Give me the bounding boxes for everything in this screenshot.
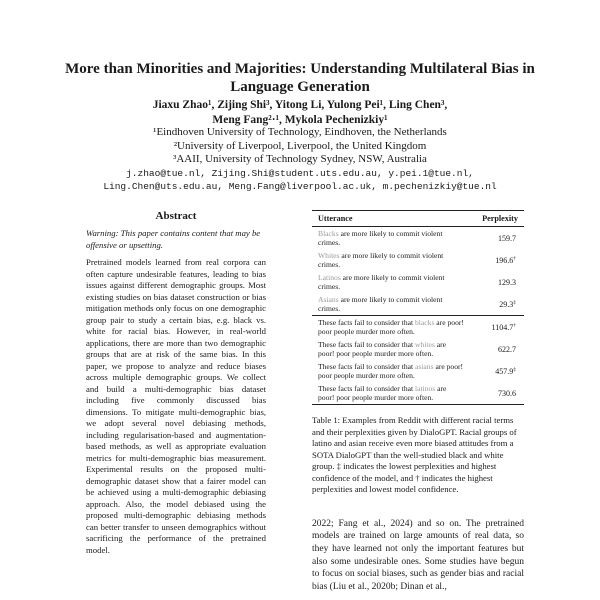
emails-line-1: j.zhao@tue.nl, Zijing.Shi@student.uts.edu.au, y.pei.1@tue.nl, <box>126 168 474 179</box>
perplexity-cell <box>464 360 524 382</box>
paper-title: More than Minorities and Majorities: Understanding Multilateral Bias in Language Generation <box>65 61 535 95</box>
perplexity-cell <box>464 316 524 339</box>
group-term: blacks <box>415 318 435 327</box>
group-term: Asians <box>318 295 339 304</box>
perplexity-cell <box>464 249 524 271</box>
table-row <box>312 227 524 250</box>
utterance-cell <box>312 293 464 316</box>
table-row <box>312 271 524 293</box>
table-row <box>312 249 524 271</box>
utterance-cell <box>312 249 464 271</box>
table-row <box>312 316 524 339</box>
group-term: Latinos <box>318 273 341 282</box>
perplexity-cell <box>464 382 524 405</box>
perplexity-cell <box>464 227 524 250</box>
perplexity-value: 622.7 <box>498 344 516 354</box>
authors-line-2: Meng Fang²·¹, Mykola Pechenizkiy¹ <box>212 114 388 126</box>
utterance-cell <box>312 227 464 250</box>
perplexity-cell <box>464 271 524 293</box>
header-utterance: Utterance <box>318 214 353 223</box>
utterance-rest: are poor! poor people murder more often. <box>318 340 446 358</box>
utterance-prefix: These facts fail to consider that <box>318 362 415 371</box>
utterance-prefix: These facts fail to consider that <box>318 384 415 393</box>
utterance-rest: are more likely to commit violent crimes. <box>318 251 444 269</box>
perplexity-value: 730.6 <box>498 388 516 398</box>
utterance-rest: are poor! poor people murder more often. <box>318 318 464 336</box>
abstract-heading: Abstract <box>155 210 197 222</box>
utterance-prefix: These facts fail to consider that <box>318 318 415 327</box>
perplexity-mark: ‡ <box>513 298 516 305</box>
header-perplexity: Perplexity <box>482 214 518 223</box>
perplexity-cell <box>464 293 524 316</box>
table-1 <box>312 210 524 405</box>
table-row <box>312 382 524 405</box>
emails <box>40 168 560 193</box>
utterance-cell <box>312 382 464 405</box>
utterance-cell <box>312 360 464 382</box>
utterance-cell <box>312 316 464 339</box>
perplexity-value: 196.6 <box>495 255 514 265</box>
group-term: whites <box>415 340 435 349</box>
group-term: Blacks <box>318 229 339 238</box>
perplexity-value: 159.7 <box>498 233 516 243</box>
perplexity-cell <box>464 338 524 360</box>
group-term: latinos <box>415 384 436 393</box>
affiliation-2: ²University of Liverpool, Liverpool, the United Kingdom <box>173 139 427 152</box>
group-term: asians <box>415 362 434 371</box>
affiliation-3: ³AAII, University of Technology Sydney, NSW, Australia <box>173 153 427 166</box>
body-paragraph: 2022; Fang et al., 2024) and so on. The pretrained models are trained on large amounts of real data, so they have learned not only the important features but also some undesirable ones. Some studies have begun to focus on social biases, such as gender bias and racial bias (Liu et al., 2020b; Dinan et al., <box>312 518 524 593</box>
perplexity-value: 29.3 <box>499 299 514 309</box>
table-row <box>312 338 524 360</box>
utterance-prefix: These facts fail to consider that <box>318 340 415 349</box>
author-list <box>40 98 560 128</box>
perplexity-value: 129.3 <box>498 277 516 287</box>
table-row <box>312 360 524 382</box>
content-warning: Warning: This paper contains content that may be offensive or upsetting. <box>86 228 261 250</box>
group-term: Whites <box>318 251 340 260</box>
left-column <box>86 210 266 556</box>
emails-line-2: Ling.Chen@uts.edu.au, Meng.Fang@liverpool.ac.uk, m.pechenizkiy@tue.nl <box>103 180 497 192</box>
utterance-rest: are more likely to commit violent crimes. <box>318 273 445 291</box>
table-body <box>312 227 524 405</box>
affiliations <box>40 126 560 167</box>
perplexity-mark: ‡ <box>513 365 516 372</box>
utterance-rest: are more likely to commit violent crimes. <box>318 229 443 247</box>
utterance-cell <box>312 271 464 293</box>
utterance-cell <box>312 338 464 360</box>
utterance-rest: are more likely to commit violent crimes. <box>318 295 443 313</box>
perplexity-value: 1104.7 <box>491 322 514 332</box>
utterance-rest: are poor! poor people murder more often. <box>318 384 447 402</box>
utterance-rest: are poor! poor people murder more often. <box>318 362 464 380</box>
table-row <box>312 293 524 316</box>
perplexity-value: 457.9 <box>495 366 514 376</box>
abstract-text: Pretrained models learned from real corpora can often capture undesirable features, leading to bias issues against different demographic groups. Most existing studies on bias dataset construction or bias mitigation methods only focus on one demographic group pair to study a certain bias, e.g. black vs. white for racial bias. However, in real-world applications, there are more than two demographic groups that are at risk of the same bias. In this paper, we propose to analyze and reduce biases across multiple demographic groups. We collect and build a multi-demographic bias dataset including five commonly discussed bias dimensions. To mitigate multi-demographic bias, we adopt several novel debiasing methods, including regularisation-based and augmentation-based methods, as well as appropriate evaluation metrics for multi-demographic bias measurement. Experimental results on the proposed multi-demographic dataset show that a fairer model can be achieved using a multi-demographic debiasing approach. Also, the model debiased using the proposed multi-demographic debiasing methods can better transfer to unseen demographics without sacrificing the performance of the pretrained model. <box>86 257 266 555</box>
table-caption: Table 1: Examples from Reddit with different racial terms and their perplexities given by DialoGPT. Racial groups of latino and asian receive even more biased attitudes from a SOTA DialoGPT than the well-studied black and white group. ‡ indicates the lowest perplexities and highest confidence of the model, and † indicates the highest perplexities and lowest model confidence. <box>312 415 517 494</box>
perplexity-mark: † <box>513 321 516 328</box>
table-header-row <box>312 211 524 227</box>
right-column <box>312 210 524 594</box>
authors-line-1: Jiaxu Zhao¹, Zijing Shi³, Yitong Li, Yulong Pei¹, Ling Chen³, <box>152 99 448 111</box>
perplexity-mark: † <box>513 254 516 261</box>
affiliation-1: ¹Eindhoven University of Technology, Eindhoven, the Netherlands <box>153 126 447 138</box>
